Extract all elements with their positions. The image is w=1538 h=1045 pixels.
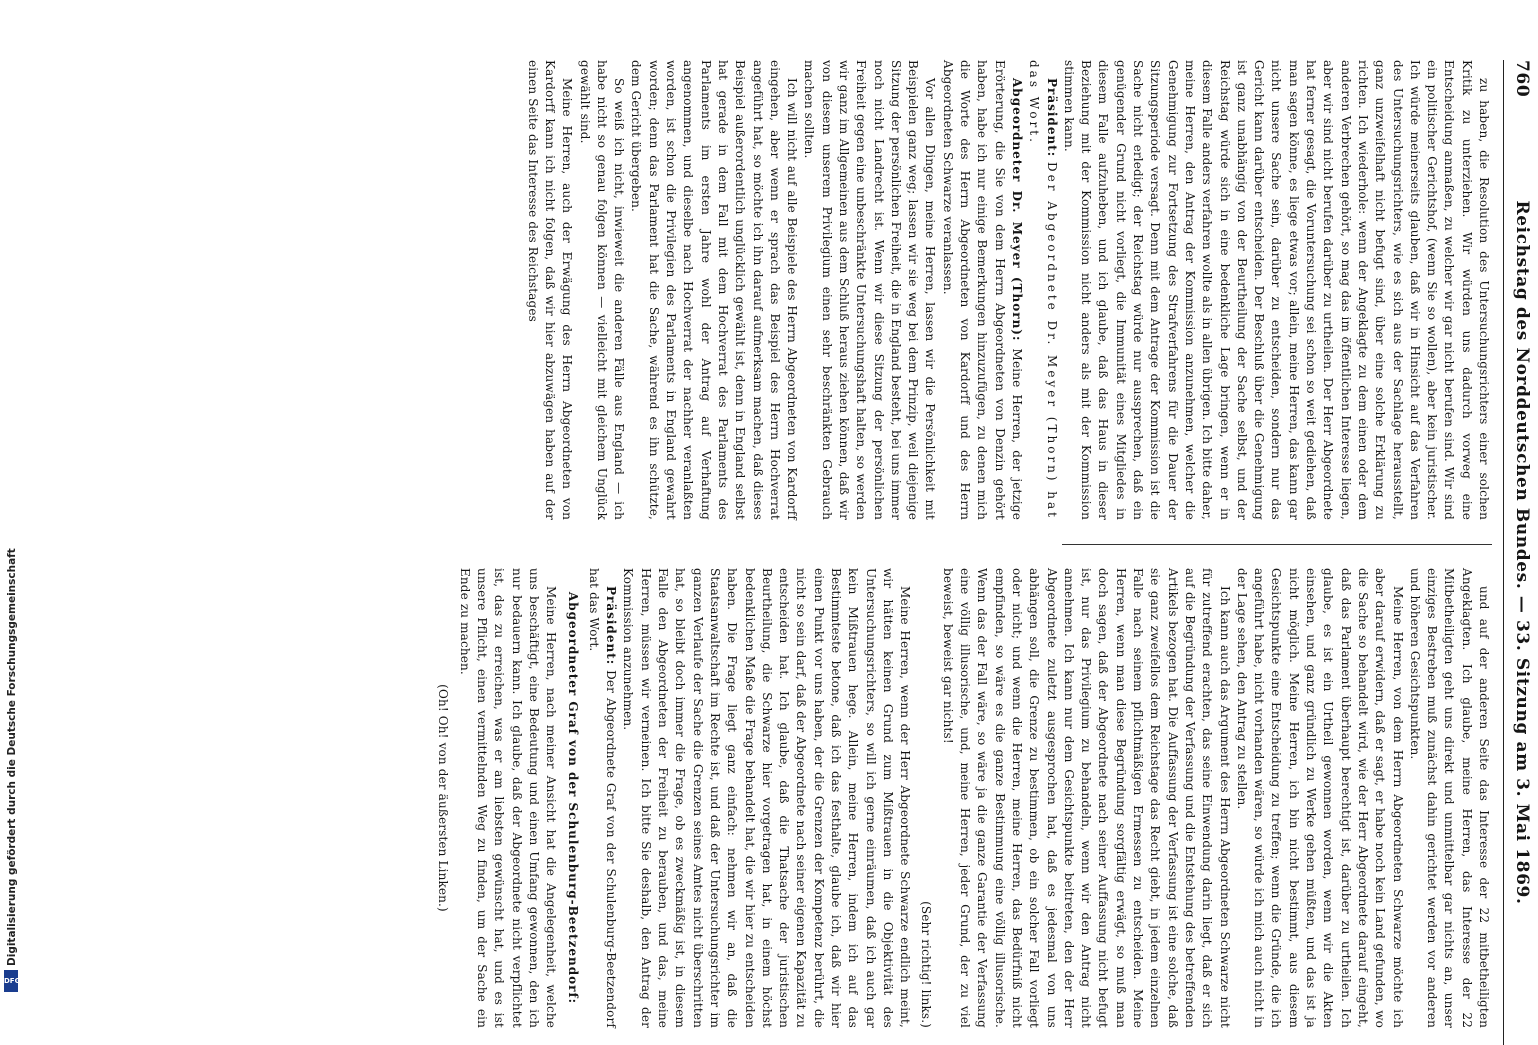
president-paragraph [585,568,620,1028]
paragraph: zu haben, die Resolution des Untersuchungsrichters einer solchen Kritik zu unterziehen. Wir würden uns dadurch vorweg eine Entscheidung anmaßen, zu welcher wir gar nicht berufen sind. Wir sind ein politischer Gerichtshof, (wenn Sie so wollen), aber kein juristischer. Ich würde meinerseits glauben, daß wir in Hinsicht auf das Verfahren des Untersuchungsrichters, wie es sich aus der Sachlage herausstellt, ganz unzweifelhaft nicht befugt sind, über eine solche Erklärung zu richten. Ich wiederhole: wenn der Angeklagte zu dem einen oder dem anderen Verbrechen gehört, so mag das im öffentlichen Interesse liegen, aber wir sind nicht berufen darüber zu urtheilen. Der Herr Abgeordnete hat ferner gesagt, die Voruntersuchung sei schon so weit gediehen, daß man sagen könne, es liege etwas vor; allein, meine Herren, das kann gar nicht unsere Sache sein, darüber zu entscheiden, sondern nur das Gericht kann darüber entscheiden. Der Beschluß über die Genehmigung ist ganz unabhängig von der Beurtheilung der Sache selbst, und der Reichstag würde sich in eine bedenkliche Lage bringen, wenn er in diesem Falle anders verfahren wollte als in allen übrigen. Ich bitte daher, meine Herren, den Antrag der Kommission anzunehmen, welcher die Genehmigung zur Fortsetzung des Strafverfahrens für die Dauer der Sitzungsperiode versagt. Denn mit dem Antrage der Kommission ist die Sache nicht erledigt; der Reichstag würde nur aussprechen, daß ein genügender Grund nicht vorliegt, die Immunität eines Mitgliedes in diesem Falle aufzuheben, und ich glaube, daß das Haus in dieser Beziehung mit der Kommission nicht anders als mit der Kommission stimmen kann. [1061,60,1491,520]
speaker-label: Abgeordneter Graf von der Schulenburg-Beetzendorf: [565,591,580,1005]
paragraph: Vor allen Dingen, meine Herren, lassen wir die Persönlichkeit mit Beispielen ganz weg; lassen wir sie weg bei dem Prinzip, weil diejenige Sitzung der persönlichen Freiheit, die in England besteht, bei uns immer noch nicht Landrecht ist. Wenn wir diese Sitzung der persönlichen Freiheit gegen eine unbeschränkte Untersuchungshaft halten, so werden wir ganz im Allgemeinen aus dem Schluß heraus ziehen können, daß wir von diesem unserem Privilegium einen sehr beschränkten Gebrauch machen sollten. [802,60,938,520]
digitization-footer [2,548,30,1000]
president-label: Präsident: [1044,78,1059,158]
page-header [1503,60,1538,1045]
paragraph: Meine Herren, von dem Herrn Abgeordneten Schwarze möchte ich aber darauf erwidern, daß er sagt, er habe noch kein Land gefunden, wo die Sache so behandelt wird, wie der Herr Abgeordnete darauf eingeht, daß das Parlament überhaupt berechtigt ist, darüber zu urtheilen. Ich glaube, es ist ein Urtheil gewonnen worden, wenn wir die Akten einsehen, und ganz gründlich zu Werke gehen müßten, und das ist ja nicht möglich. Meine Herren, ich bin nicht bestimmt, aus diesem Gesichtspunkte eine Entscheidung zu treffen; wenn die Gründe, die ich angeführt habe, nicht vorhanden wären, so würde ich mich auch nicht in der Lage sehen, den Antrag zu stellen. [1234,568,1405,1028]
president-text: Der Abgeordnete Graf von der Schulenburg-Beetzendorf hat das Wort. [586,568,619,1028]
president-paragraph [1025,60,1060,520]
interjection-note: (Oh! Oh! von der äußersten Linken.) [436,684,451,912]
approval-note: (Sehr richtig! links.) [919,901,934,1028]
paragraph: Ich kann auch das Argument des Herrn Abgeordneten Schwarze nicht für zutreffend erachten, das seine Einwendung darin liegt, daß er sich auf die Begründung der Verfassung und die Entstehung des betreffenden Artikels bezogen hat. Die Auffassung der Verfassung ist eine solche, daß sie ganz zweifellos dem Reichstage das Recht giebt, in jedem einzelnen Falle nach seinem pflichtmäßigen Ermessen zu entscheiden. Meine Herren, wenn man diese Begründung sorgfältig erwägt, so muß man doch sagen, daß der Abgeordnete nach seiner Auffassung nicht befugt ist, nur das Privilegium zu behandeln, wenn wir den Antrag nicht annehmen. Ich kann nur dem Gesichtspunkte beitreten, den der Herr Abgeordnete zuletzt ausgesprochen hat, daß es jedesmal von uns abhängen soll, die Grenze zu bestimmen, ob ein solcher Fall vorliegt oder nicht; und wenn die Herren, meine Herren, das Bedürfniß nicht empfinden, so wäre es die ganze Bestimmung eine völlig illusorische. Wenn das der Fall wäre, so wäre ja die ganze Garantie der Verfassung eine völlig illusorische, und, meine Herren, jeder Grund, der zu viel beweist, beweist gar nichts! [940,568,1232,1028]
page-title: Reichstag des Norddeutschen Bundes. — 33. Sitzung am 3. Mai 1869. [1512,200,1532,905]
paragraph: Meine Herren, wenn der Herr Abgeordnete Schwarze endlich meint, wir hätten keinen Grund zum Mißtrauen in die Objektivität des Untersuchungsrichters, so will ich gerne einräumen, daß ich auch gar kein Mißtrauen hege. Allein, meine Herren, indem ich auf das Bestimmteste betone, daß ich das festhalte, glaube ich, daß wir hier einen Punkt vor uns haben, der die Grenzen der Kompetenz berührt, die nicht so sein darf, daß der Abgeordnete nach seiner eigenen Kapazität zu entscheiden hat. Ich glaube, daß die Thatsache der juristischen Beurtheilung, die Schwarze hier vorgetragen hat, in einem höchst bedenklichen Maße die Frage behandelt hat, die wir hier zu entscheiden haben. Die Frage liegt ganz einfach: nehmen wir an, daß die Staatsanwaltschaft im Rechte ist, und daß der Untersuchungsrichter im ganzen Verlaufe der Sache die Grenzen seines Amtes nicht überschritten hat, so bleibt doch immer die Frage, ob es zweckmäßig ist, in diesem Falle den Abgeordneten der Freiheit zu berauben, und das, meine Herren, müssen wir verneinen. Ich bitte Sie deshalb, den Antrag der Kommission anzunehmen. [621,568,913,1028]
column-divider [1062,544,1492,545]
right-column [430,568,1492,1028]
left-column [523,60,1492,520]
page-number: 760 [1512,60,1532,98]
digitization-note: Digitalisierung gefördert durch die Deutsche Forschungsgemeinschaft [6,548,18,966]
speaker-paragraph [939,60,1025,520]
president-label: Präsident: [604,586,619,666]
speaker-heading [563,568,580,1028]
newspaper-page [198,60,1538,1045]
paragraph: Meine Herren, auch der Erwägung des Herrn Abgeordneten von Kardorff kann ich nicht folgen, daß wir hier abzuwägen haben auf der einen Seite das Interesse des Reichstages [525,60,575,520]
paragraph: und auf der anderen Seite das Interesse der 22 mitbetheiligten Angeklagten. Ich glaube, meine Herren, das Interesse der 22 Mitbetheiligten geht uns direkt und unmittelbar gar nichts an, unser einziges Bestreben muß zunächst dahin gerichtet werden vor anderen und höheren Gesichtspunkten. [1407,568,1491,1028]
paragraph: Meine Herren, nach meiner Ansicht hat die Angelegenheit, welche uns beschäftigt, eine Bedeutung und einen Umfang gewonnen, den ich nur bedauern kann. Ich glaube, daß der Abgeordnete nicht verpflichtet ist, das zu erreichen, was er am liebsten gewünscht hat, und es ist unsere Pflicht, einen vermittelnden Weg zu finden, um der Sache ein Ende zu machen. [457,568,559,1028]
president-text: Der Abgeordnete Dr. Meyer (Thorn) hat das Wort. [1027,60,1059,520]
paragraph: So weiß ich nicht, inwieweit die anderen Fälle aus England — ich habe nicht so genau folgen können — vielleicht mit gleichem Unglück gewählt sind. [577,60,627,520]
speaker-label: Abgeordneter Dr. Meyer (Thorn): [1009,78,1024,342]
dfg-logo: DFG [4,970,18,992]
paragraph: Meine Herren, der jetzige Erörterung, die Sie von dem Herrn Abgeordneten von Denzin gehört haben, habe ich nur einige Bemerkungen hinzuzufügen, zu denen mich die Worte des Herrn Abgeordneten von Kardorff und des Herrn Abgeordneten Schwarze veranlassen. [940,60,1024,521]
paragraph: Ich will nicht auf alle Beispiele des Herrn Abgeordneten von Kardorff eingehen, aber wenn er sprach das Beispiel des Herrn Hochverrat angeführt hat, so möchte ich ihn darauf aufmerksam machen, daß dieses Beispiel außerordentlich unglücklich gewählt ist, denn in England selbst hat gerade in dem Fall mit dem Hochverrat des Parlaments des Parlaments im ersten Jahre wohl der Antrag auf Verhaftung angenommen, und dieselbe nach Hochverrat der nachher veranlaßten worden, ist schon die Privilegien des Parlaments in England gewahrt worden; denn das Parlament hat die Sache, während es ihn schützte, dem Gericht übergeben. [629,60,800,520]
